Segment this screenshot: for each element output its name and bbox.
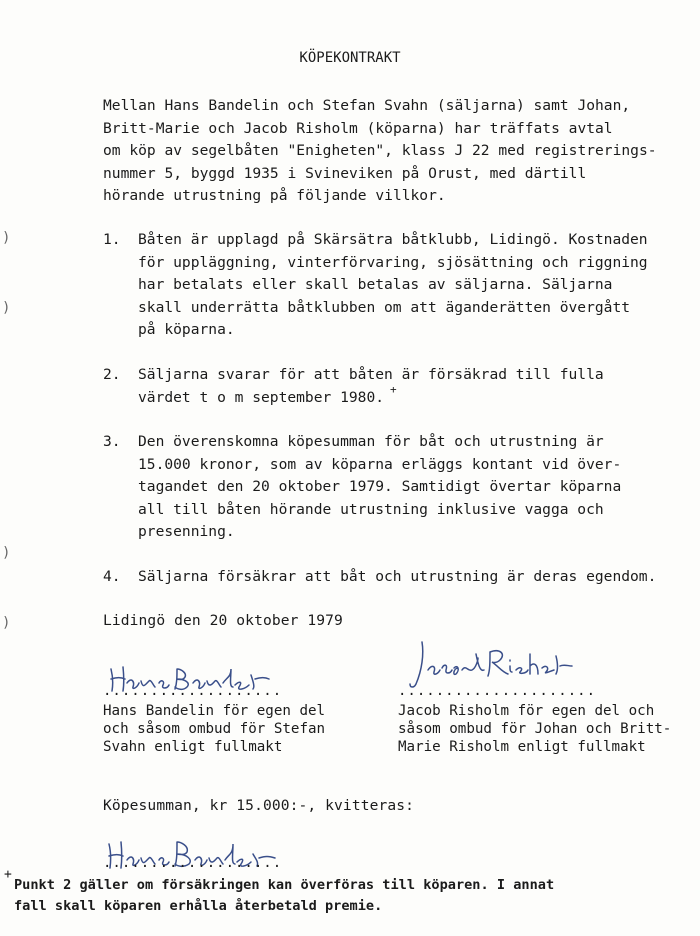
clause-number: 1.: [103, 231, 121, 248]
footnote-mark: +: [4, 867, 12, 882]
clause-line: skall underrätta båtklubben om att äganderätten övergått: [138, 298, 631, 316]
caption-line: såsom ombud för Johan och Britt-: [398, 721, 672, 737]
caption-line: Jacob Risholm för egen del och: [398, 703, 655, 719]
footnote-mark: +: [390, 382, 397, 396]
clause-text: [138, 229, 648, 342]
clause-line-text: värdet t o m september 1980.: [138, 388, 385, 406]
signature-line: .....................: [398, 683, 597, 699]
binder-mark: ): [2, 230, 11, 246]
document-title: KÖPEKONTRAKT: [299, 50, 401, 66]
receipt-text: Köpesumman, kr 15.000:-, kvitteras:: [103, 797, 415, 814]
caption-line: Svahn enligt fullmakt: [103, 739, 283, 755]
clause-text: [138, 431, 621, 544]
clause-number: 3.: [103, 433, 121, 450]
footnote: [14, 875, 554, 917]
clause-line: [138, 382, 604, 411]
clause-line: Båten är upplagd på Skärsätra båtklubb, Lidingö. Kostnaden: [138, 231, 648, 248]
clause-number: 4.: [103, 568, 121, 585]
signature-line: ...................: [103, 855, 283, 871]
footnote-line: Punkt 2 gäller om försäkringen kan överföras till köparen. I annat: [14, 877, 555, 893]
clause-line: Säljarna svarar för att båten är försäkrad till fulla: [138, 366, 604, 383]
caption-line: Marie Risholm enligt fullmakt: [398, 739, 646, 755]
clause-number: 2.: [103, 366, 121, 383]
intro-line: Britt-Marie och Jacob Risholm (köparna) har träffats avtal: [103, 119, 613, 137]
clause-text: [138, 364, 604, 410]
clause-line: för uppläggning, vinterförvaring, sjösättning och riggning: [138, 253, 648, 271]
footnote-line: fall skall köparen erhålla återbetald premie.: [14, 898, 383, 914]
binder-mark: ): [2, 615, 11, 631]
binder-mark: ): [2, 545, 11, 561]
binder-mark: ): [2, 300, 11, 316]
intro-line: om köp av segelbåten "Enigheten", klass J 22 med registrerings-: [103, 142, 657, 160]
clause-text: [138, 566, 656, 589]
clause-line: tagandet den 20 oktober 1979. Samtidigt övertar köparna: [138, 478, 622, 496]
signature-caption-right: [398, 702, 671, 756]
intro-line: Mellan Hans Bandelin och Stefan Svahn (säljarna) samt Johan,: [103, 97, 631, 114]
caption-line: Hans Bandelin för egen del: [103, 703, 326, 719]
caption-line: och såsom ombud för Stefan: [103, 721, 326, 737]
clause-line: Säljarna försäkrar att båt och utrustning är deras egendom.: [138, 568, 657, 585]
clause-line: på köparna.: [138, 321, 235, 339]
signature-line: ...................: [103, 683, 283, 699]
intro-paragraph: [103, 95, 657, 208]
clause-line: 15.000 kronor, som av köparna erläggs kontant vid över-: [138, 455, 622, 473]
intro-line: nummer 5, byggd 1935 i Svineviken på Orust, med därtill: [103, 164, 587, 182]
place-and-date: Lidingö den 20 oktober 1979: [103, 612, 343, 629]
intro-line: hörande utrustning på följande villkor.: [103, 187, 446, 205]
clause-line: Den överenskomna köpesumman för båt och utrustning är: [138, 433, 604, 450]
signature-caption-left: [103, 702, 325, 756]
clause-line: presenning.: [138, 523, 235, 541]
clause-line: har betalats eller skall betalas av säljarna. Säljarna: [138, 276, 613, 294]
clause-line: all till båten hörande utrustning inklusive vagga och: [138, 500, 604, 518]
